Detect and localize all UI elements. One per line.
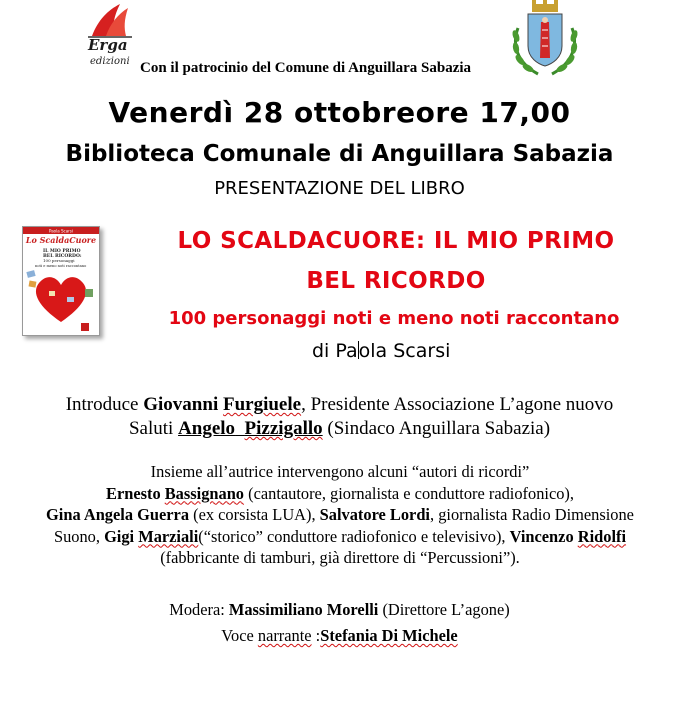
guest-3-role: , giornalista Radio Dimensione Suono, bbox=[53, 505, 634, 546]
author-suffix: ola Scarsi bbox=[358, 340, 451, 362]
event-venue: Biblioteca Comunale di Anguillara Sabazia bbox=[65, 141, 614, 167]
greetings-line bbox=[0, 418, 679, 440]
moderator-name: Massimiliano Morelli bbox=[228, 600, 379, 619]
greetings-first: Angelo bbox=[178, 418, 236, 439]
narrator-line bbox=[0, 626, 679, 646]
publisher-name: Erga bbox=[88, 36, 128, 54]
cover-line-1: IL MIO PRIMO bbox=[43, 249, 81, 254]
publisher-sub: edizioni bbox=[90, 56, 130, 67]
guest-1-name bbox=[106, 484, 244, 503]
cover-author: Paola Scarsi bbox=[49, 228, 73, 234]
introducer-first: Giovanni bbox=[143, 394, 223, 415]
greetings-space bbox=[235, 418, 245, 439]
introducer-line bbox=[0, 394, 679, 416]
book-title-line-2: BEL RICORDO bbox=[306, 268, 486, 294]
greetings-role: (Sindaco Anguillara Sabazia) bbox=[322, 418, 551, 439]
event-date-time: Venerdì 28 ottobreore 17,00 bbox=[108, 96, 571, 129]
greetings-prefix: Saluti bbox=[128, 418, 179, 439]
introducer-last: Furgiuele bbox=[222, 394, 302, 415]
intro-prefix: Introduce bbox=[65, 394, 144, 415]
event-type: PRESENTAZIONE DEL LIBRO bbox=[214, 178, 465, 199]
guest-1-role: (cantautore, giornalista e conduttore radiofonico), bbox=[244, 483, 574, 503]
patronage-line: Con il patrocinio del Comune di Anguillara Sabazia bbox=[140, 60, 472, 76]
erga-edizioni-logo bbox=[84, 2, 140, 72]
book-cover bbox=[22, 226, 100, 336]
narrator-name: Stefania Di Michele bbox=[320, 626, 458, 645]
guest-5-first: Vincenzo bbox=[509, 526, 578, 546]
narrator-label: narrante bbox=[257, 626, 312, 645]
cover-line-3: 100 personaggi bbox=[43, 258, 75, 263]
guest-4-role: (“storico” conduttore radiofonico e televisivo), bbox=[198, 526, 510, 546]
greetings-last: Pizzigallo bbox=[244, 418, 323, 439]
guest-5-last: Ridolfi bbox=[577, 526, 627, 546]
guest-2-name: Gina Angela Guerra bbox=[46, 505, 190, 524]
guest-5-role: (fabbricante di tamburi, già direttore di “Percussioni”). bbox=[160, 548, 520, 567]
book-author bbox=[312, 340, 450, 362]
guest-3-name: Salvatore Lordi bbox=[319, 505, 430, 524]
guest-2-role: (ex corsista LUA), bbox=[189, 505, 320, 524]
municipal-crest-icon bbox=[508, 0, 582, 80]
cover-title: Lo ScaldaCuore bbox=[25, 235, 97, 245]
introducer-name bbox=[143, 394, 301, 415]
moderator-line bbox=[0, 600, 679, 620]
book-subtitle: 100 personaggi noti e meno noti raccontano bbox=[168, 308, 620, 329]
book-title-line-1: LO SCALDACUORE: IL MIO PRIMO bbox=[177, 228, 615, 254]
guest-5-name bbox=[510, 527, 626, 546]
moderator-prefix: Modera: bbox=[169, 600, 229, 619]
guests-intro: Insieme all’autrice intervengono alcuni “autori di ricordi” bbox=[150, 462, 530, 481]
guest-4-last: Marziali bbox=[138, 526, 199, 546]
guest-1-first: Ernesto bbox=[106, 483, 165, 503]
guest-4-name bbox=[104, 527, 198, 546]
author-prefix: di Pa bbox=[312, 340, 358, 362]
sail-icon bbox=[84, 2, 140, 38]
guests-paragraph bbox=[30, 461, 650, 569]
heart-icon bbox=[36, 277, 86, 322]
moderator-role: (Direttore L’agone) bbox=[378, 600, 510, 619]
narrator-colon: : bbox=[311, 626, 321, 645]
guest-4-first: Gigi bbox=[104, 526, 139, 546]
cover-line-4: noti e meno noti raccontano bbox=[35, 264, 87, 268]
cover-line-2: BEL RICORDO: bbox=[43, 254, 82, 259]
greetings-name bbox=[178, 418, 323, 439]
narrator-prefix: Voce bbox=[221, 626, 258, 645]
guest-1-last: Bassignano bbox=[164, 483, 245, 503]
introducer-role: , Presidente Associazione L’agone nuovo bbox=[301, 394, 614, 415]
